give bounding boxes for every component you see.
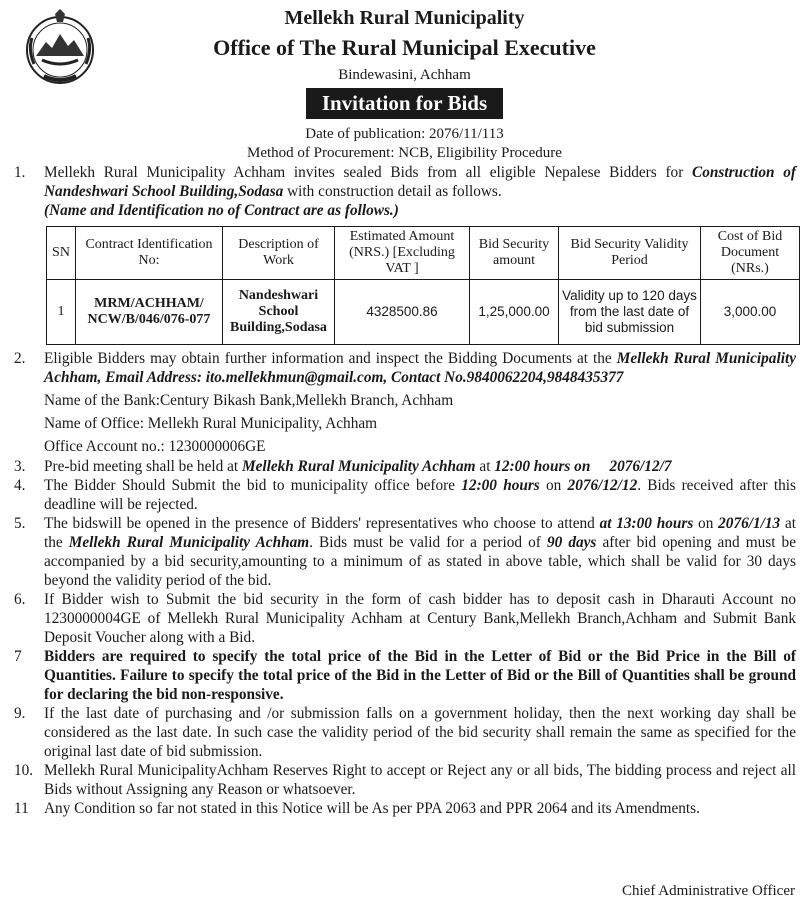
notice-item-7 xyxy=(14,647,796,704)
office-name-line: Name of Office: Mellekh Rural Municipality, Achham xyxy=(44,415,378,432)
notice-item-5 xyxy=(14,514,796,590)
item-text: . Bids received after this deadline will be rejected. xyxy=(44,477,796,513)
item-text: at xyxy=(475,458,495,475)
project-name: Construction of Nandeshwari School Building,Sodasa xyxy=(44,164,796,200)
municipality-name: Mellekh Rural Municipality xyxy=(284,7,525,29)
notice-item-1 xyxy=(14,163,796,220)
column-header: Estimated Amount (NRS.) [Excluding VAT ] xyxy=(335,227,470,280)
column-header: Cost of Bid Document (NRs.) xyxy=(701,227,800,280)
item-number: 10. xyxy=(14,762,34,779)
notice-title: Invitation for Bids xyxy=(306,88,503,119)
item-number: 3. xyxy=(14,458,26,475)
opening-time: at 13:00 hours xyxy=(599,515,694,532)
publication-date: Date of publication: 2076/11/113 xyxy=(305,126,504,142)
notice-item-2 xyxy=(14,349,796,456)
table-cell: 4328500.86 xyxy=(335,280,470,345)
notice-item-11 xyxy=(14,799,796,818)
table-cell: 1,25,000.00 xyxy=(470,280,559,345)
item-text: The bidswill be opened in the presence of Bidders' representatives who choose to attend xyxy=(44,515,600,532)
table-cell: Validity up to 120 days from the last date of bid submission xyxy=(559,280,701,345)
column-header: Description of Work xyxy=(223,227,335,280)
notice-item-9 xyxy=(14,704,796,761)
notice-items xyxy=(14,163,796,818)
office-account: Office Account no.: 1230000006GE xyxy=(44,438,266,455)
validity-days: 90 days xyxy=(546,534,597,551)
table-cell: 1 xyxy=(47,280,76,345)
table-cell: 3,000.00 xyxy=(701,280,800,345)
meeting-location: Mellekh Rural Municipality Achham xyxy=(241,458,476,475)
table-cell: Nandeshwari School Building,Sodasa xyxy=(223,280,335,345)
item-text: The Bidder Should Submit the bid to municipality office before xyxy=(44,477,462,494)
office-name: Office of The Rural Municipal Executive xyxy=(213,35,596,60)
meeting-date: 2076/12/7 xyxy=(590,458,672,475)
column-header: Contract Identification No: xyxy=(76,227,223,280)
column-header: SN xyxy=(47,227,76,280)
item-text: If the last date of purchasing and /or submission falls on a government holiday, then the next working day shall be considered as the last date. In such case the validity period of the bid security shall remain the same as specified for the original last date of bid submission. xyxy=(44,705,796,760)
signatory-title: Chief Administrative Officer xyxy=(621,883,795,899)
item-number: 6. xyxy=(14,591,26,608)
deadline-date: 2076/12/12 xyxy=(567,477,638,494)
procurement-method: Method of Procurement: NCB, Eligibility Procedure xyxy=(247,145,562,161)
item-text: at the xyxy=(44,515,797,551)
opening-date: 2076/1/13 xyxy=(718,515,781,532)
contact-details: Mellekh Rural Municipality Achham, Email Address: ito.mellekhmun@gmail.com, Contact No.9840062204,9848435377 xyxy=(44,350,796,386)
item-text: Mellekh Rural MunicipalityAchham Reserves Right to accept or Reject any or all bids, The bidding process and reject all Bids without Assigning any Reason or whatsoever. xyxy=(44,762,796,798)
item-number: 4. xyxy=(14,477,26,494)
column-header: Bid Security amount xyxy=(470,227,559,280)
item-text: on xyxy=(693,515,719,532)
item-text: on xyxy=(539,477,568,494)
publication-info xyxy=(0,125,809,163)
item-text: with construction detail as follows. xyxy=(283,183,502,200)
notice-item-4 xyxy=(14,476,796,514)
deadline-time: 12:00 hours xyxy=(461,477,540,494)
item-text: If Bidder wish to Submit the bid security in the form of cash bidder has to deposit cash in Dharauti Account no 1230000004GE of Mellekh Rural Municipality Achham at Century Bank,Mellekh Branch,Achham and Submit Bank Deposit Voucher along with a Bid. xyxy=(44,591,796,646)
table-row xyxy=(47,280,800,345)
item-text: Mellekh Rural Municipality Achham invites sealed Bids from all eligible Nepalese Bidders for xyxy=(44,164,693,181)
item-text: Bidders are required to specify the total price of the Bid in the Letter of Bid or the Bid Price in the Bill of Quantities. Failure to specify the total price of the Bid in the Letter of Bid or the Bill of Quantities shall be ground for declaring the bid non-responsive. xyxy=(44,648,796,703)
item-number: 11 xyxy=(14,800,29,817)
item-text: Eligible Bidders may obtain further information and inspect the Bidding Documents at the xyxy=(44,350,617,367)
opening-location: Mellekh Rural Municipality Achham xyxy=(68,534,310,551)
notice-item-3 xyxy=(14,457,796,476)
office-location: Bindewasini, Achham xyxy=(338,67,471,83)
table-header-row xyxy=(47,227,800,280)
contract-note: (Name and Identification no of Contract are as follows.) xyxy=(44,202,399,219)
item-number: 1. xyxy=(14,164,26,181)
meeting-time: 12:00 hours on xyxy=(494,458,591,475)
table-cell: MRM/ACHHAM/ NCW/B/046/076-077 xyxy=(76,280,223,345)
contract-table xyxy=(46,226,800,345)
bank-name: Name of the Bank:Century Bikash Bank,Mellekh Branch, Achham xyxy=(44,392,454,409)
item-text: Pre-bid meeting shall be held at xyxy=(44,458,242,475)
item-number: 2. xyxy=(14,350,26,367)
item-number: 5. xyxy=(14,515,26,532)
notice-item-6 xyxy=(14,590,796,647)
item-text: . Bids must be valid for a period of xyxy=(309,534,547,551)
notice-item-10 xyxy=(14,761,796,799)
item-number: 7 xyxy=(14,648,22,665)
item-text: Any Condition so far not stated in this Notice will be As per PPA 2063 and PPR 2064 and its Amendments. xyxy=(44,800,700,817)
item-number: 9. xyxy=(14,705,26,722)
item-text: after bid opening and must be accompanied by a bid security,amounting to a minimum of as stated in above table, which shall be valid for 30 days beyond the validity period of the bid. xyxy=(44,534,796,589)
column-header: Bid Security Validity Period xyxy=(559,227,701,280)
